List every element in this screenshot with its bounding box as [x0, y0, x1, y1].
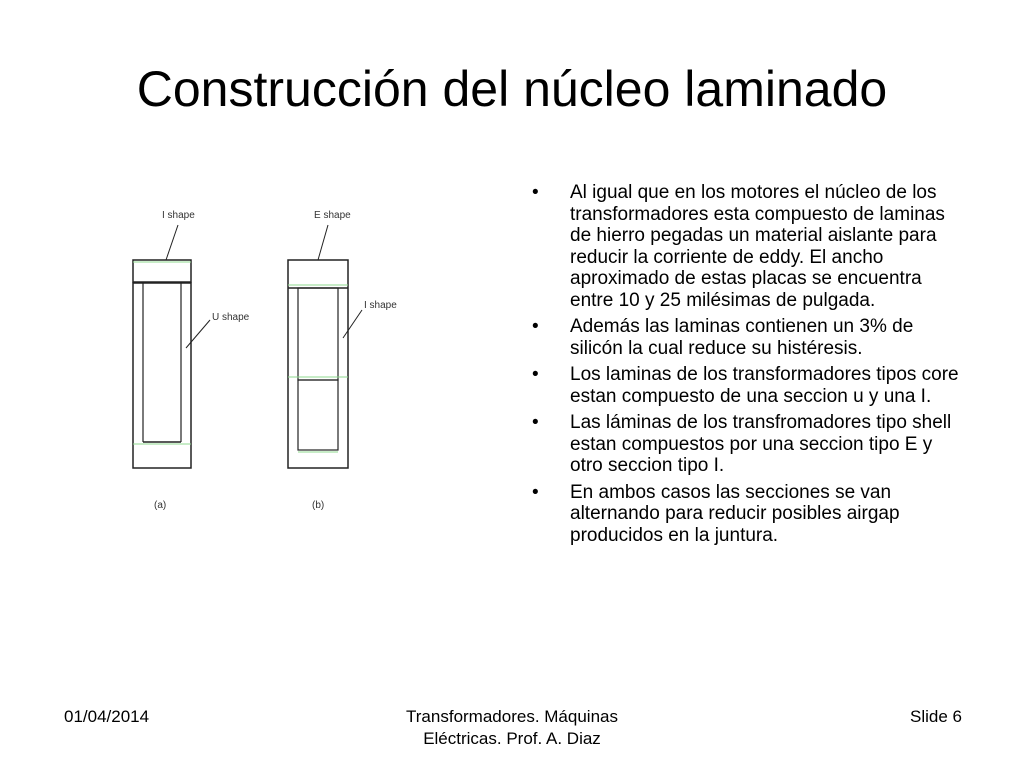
footer-title-line1: Transformadores. Máquinas [406, 707, 618, 726]
slide-number: Slide 6 [910, 707, 962, 726]
label-i-shape-a: I shape [162, 210, 195, 221]
u-shape-piece [133, 283, 191, 468]
bullet-text: Al igual que en los motores el núcleo de los transformadores esta compuesto de laminas de hierro pegadas un material aislante para reducir la corriente de eddy. El ancho aproximado de estas placas se encuentra entre 10 y 25 milésimas de pulgada. [570, 182, 945, 311]
bullet-text: Las láminas de los transfromadores tipo shell estan compuestos por una seccion tipo E y otro seccion tipo I. [570, 412, 952, 476]
bullet-item [532, 316, 962, 359]
i-shape-pointer-a [166, 225, 178, 260]
bullet-text: En ambos casos las secciones se van alternando para reducir posibles airgap producidos en la juntura. [570, 481, 900, 546]
bullet-item [532, 182, 962, 311]
bullet-marker: • [532, 182, 539, 203]
bullet-marker: • [532, 481, 539, 503]
i-shape-piece-a [133, 260, 191, 282]
footer-title-line2: Eléctricas. Prof. A. Diaz [423, 729, 601, 748]
e-shape-outer [288, 260, 348, 468]
shell-type-lamination [288, 225, 362, 468]
u-shape-pointer [186, 320, 210, 348]
e-shape-pointer [318, 225, 328, 260]
caption-b: (b) [312, 500, 325, 511]
label-u-shape: U shape [212, 312, 250, 323]
bullet-item [532, 482, 962, 547]
footer-date: 01/04/2014 [64, 707, 150, 726]
bullet-marker: • [532, 364, 539, 385]
i-shape-pointer-b [343, 310, 362, 338]
e-shape-window-bottom [298, 380, 338, 450]
bullet-marker: • [532, 412, 539, 433]
e-shape-window-top [298, 288, 338, 380]
caption-a: (a) [154, 500, 167, 511]
slide-title: Construcción del núcleo laminado [136, 61, 888, 117]
lamination-diagram-svg [118, 170, 418, 530]
label-e-shape: E shape [314, 210, 351, 221]
label-i-shape-b: I shape [364, 300, 397, 311]
footer-title [362, 706, 662, 750]
bullet-item [532, 364, 962, 407]
bullet-marker: • [532, 316, 539, 337]
bullet-text: Además las laminas contienen un 3% de silicón la cual reduce su histéresis. [570, 316, 914, 359]
lamination-diagram [118, 170, 418, 530]
bullet-item [532, 412, 962, 477]
core-type-lamination [133, 225, 210, 468]
bullet-text: Los laminas de los transformadores tipos core estan compuesto de una seccion u y una I. [570, 364, 959, 407]
bullet-list [532, 182, 962, 551]
